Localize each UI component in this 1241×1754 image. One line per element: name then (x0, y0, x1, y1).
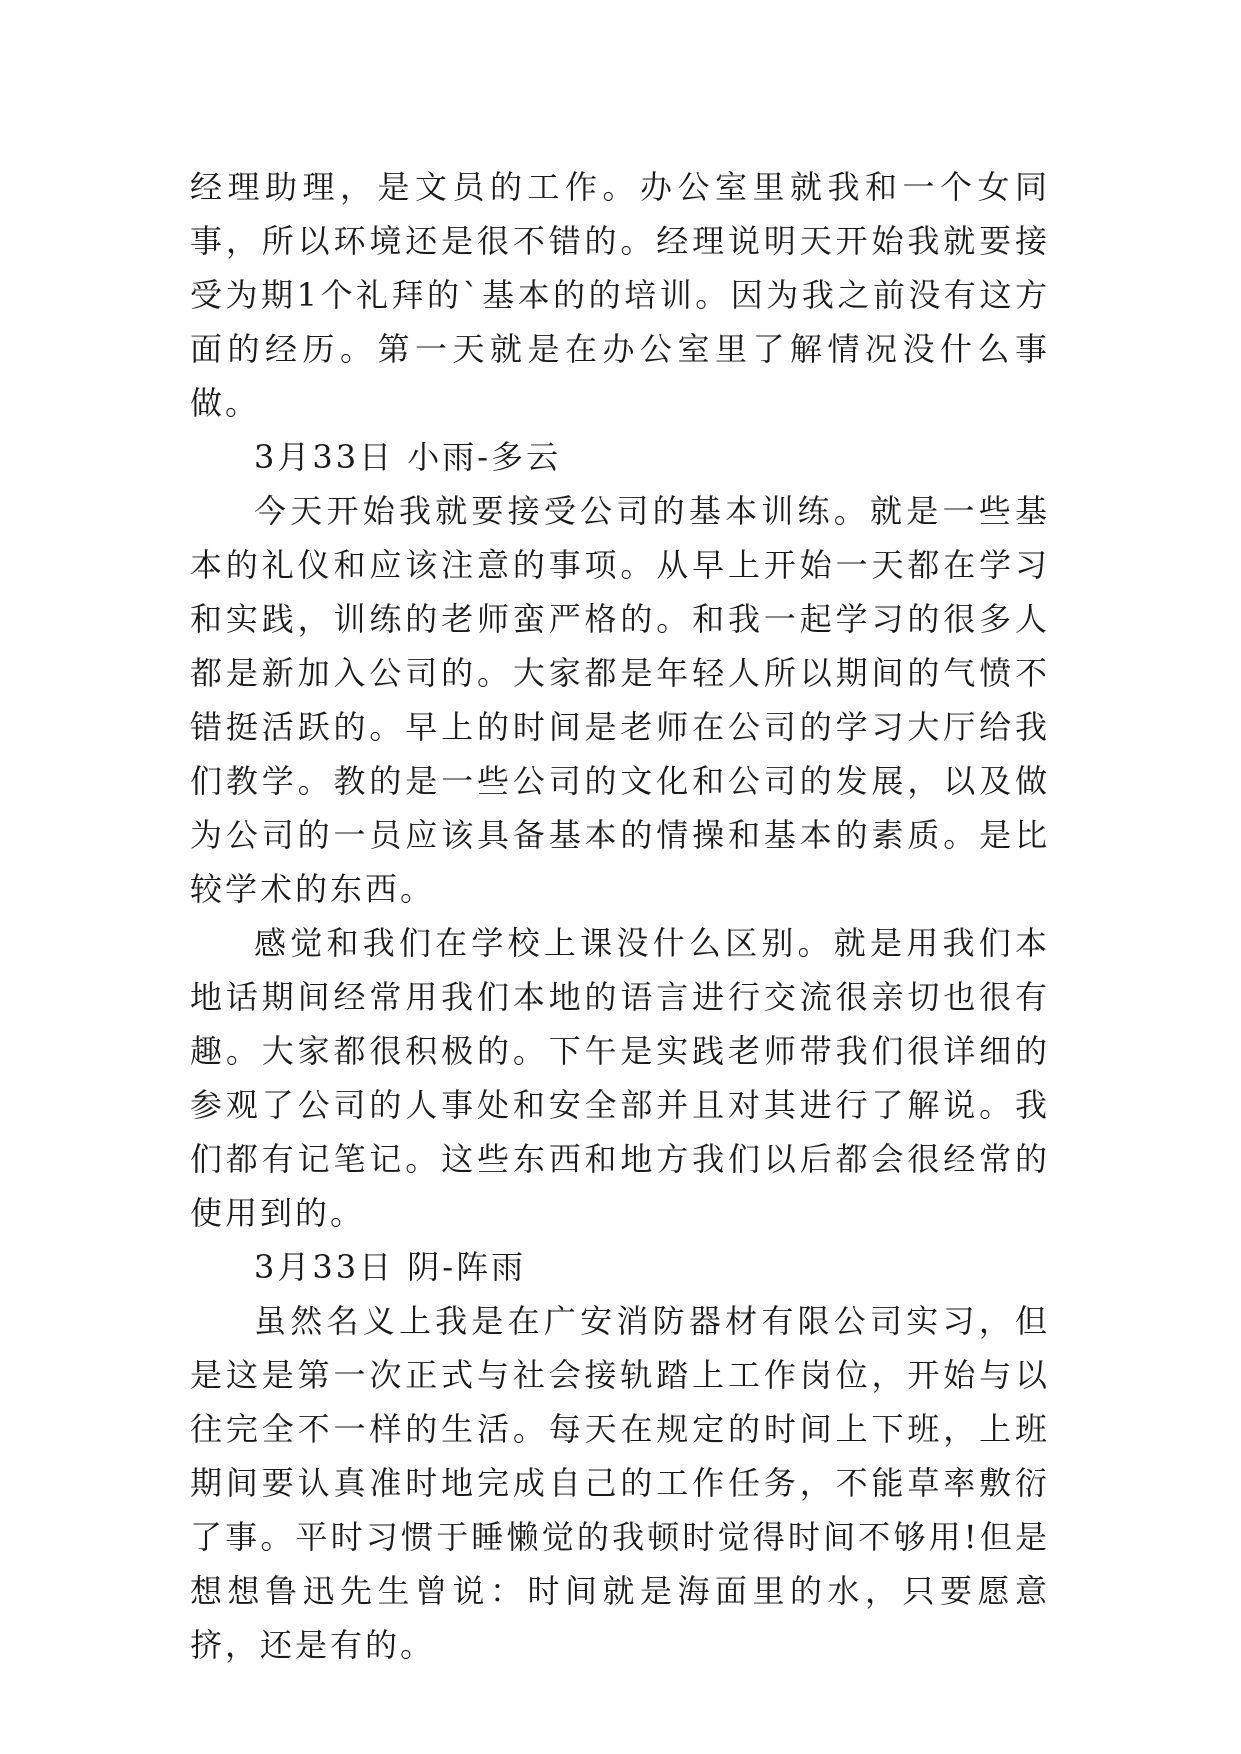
diary-date-2: 3月33日 阴-阵雨 (254, 1248, 527, 1286)
paragraph-3: 感觉和我们在学校上课没什么区别。就是用我们本地话期间经常用我们本地的语言进行交流很亲切也很有趣。大家都很积极的。下午是实践老师带我们很详细的参观了公司的人事处和安全部并且对其进行了解说。我们都有记笔记。这些东西和地方我们以后都会很经常的使用到的。 (190, 924, 1050, 1232)
paragraph-2: 今天开始我就要接受公司的基本训练。就是一些基本的礼仪和应该注意的事项。从早上开始一天都在学习和实践，训练的老师蛮严格的。和我一起学习的很多人都是新加入公司的。大家都是年轻人所以期间的气愤不错挺活跃的。早上的时间是老师在公司的学习大厅给我们教学。教的是一些公司的文化和公司的发展，以及做为公司的一员应该具备基本的情操和基本的素质。是比较学术的东西。 (190, 492, 1050, 908)
diary-date-1: 3月33日 小雨-多云 (254, 438, 562, 476)
paragraph-1: 经理助理，是文员的工作。办公室里就我和一个女同事，所以环境还是很不错的。经理说明天开始我就要接受为期1个礼拜的`基本的的培训。因为我之前没有这方面的经历。第一天就是在办公室里了解情况没什么事做。 (190, 168, 1050, 422)
paragraph-4: 虽然名义上我是在广安消防器材有限公司实习，但是这是第一次正式与社会接轨踏上工作岗位，开始与以往完全不一样的生活。每天在规定的时间上下班，上班期间要认真准时地完成自己的工作任务，不能草率敷衍了事。平时习惯于睡懒觉的我顿时觉得时间不够用!但是想想鲁迅先生曾说：时间就是海面里的水，只要愿意挤，还是有的。 (190, 1302, 1050, 1664)
document-body (190, 160, 1050, 1672)
